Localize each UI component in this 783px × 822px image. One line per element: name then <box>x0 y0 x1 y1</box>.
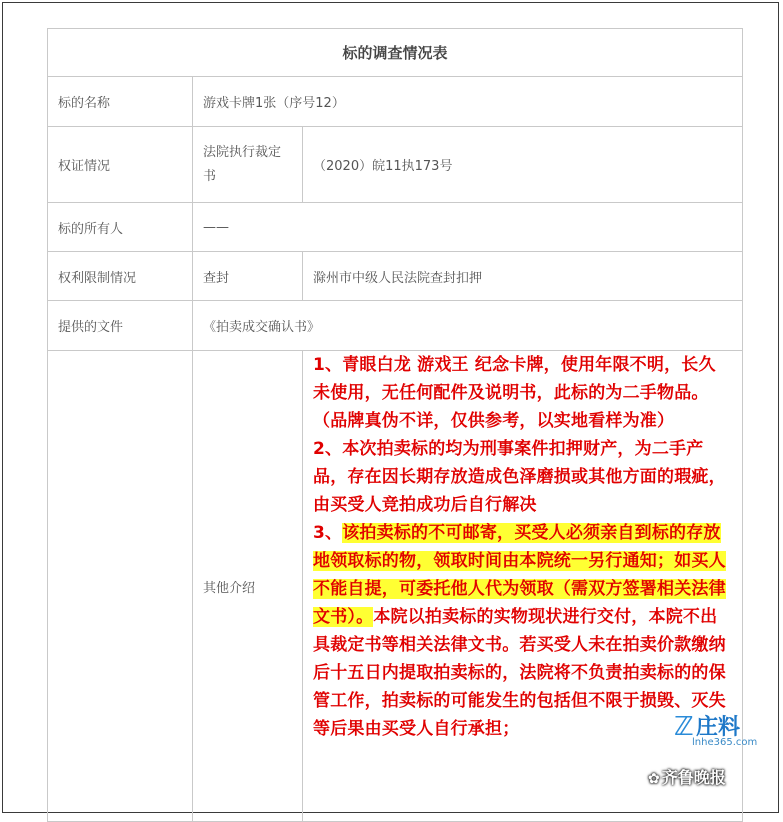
row-label: 提供的文件 <box>48 301 193 351</box>
row-value: —— <box>193 203 743 252</box>
watermark-text: 庄料 <box>696 715 741 740</box>
table-row <box>48 252 743 301</box>
table-row <box>48 351 743 822</box>
table-row <box>48 77 743 127</box>
site-watermark <box>674 708 769 758</box>
brand-label <box>648 765 726 788</box>
detail-paragraph-3 <box>313 519 732 743</box>
row-label <box>48 351 193 822</box>
row-label: 其他介绍 <box>193 351 303 822</box>
row-value: 游戏卡牌1张（序号12） <box>193 77 743 127</box>
wechat-icon: ✿ <box>648 771 660 787</box>
detail-p3-highlight: 该拍卖标的不可邮寄，买受人必须亲自到标的存放地领取标的物，领取时间由本院统一另行通知；如买人不能自提，可委托他人代为领取（需双方签署相关法律文书）。 <box>313 523 726 627</box>
table-row <box>48 203 743 252</box>
row-value: 《拍卖成交确认书》 <box>193 301 743 351</box>
row-doc-type: 法院执行裁定书 <box>193 127 303 203</box>
detail-p3-prefix: 3、 <box>313 523 343 543</box>
table-row <box>48 301 743 351</box>
row-label: 权证情况 <box>48 127 193 203</box>
detail-p3-rest: 本院以拍卖标的实物现状进行交付，本院不出具裁定书等相关法律文书。若买受人未在拍卖价款缴纳后十五日内提取拍卖标的，法院将不负责拍卖标的的保管工作，拍卖标的可能发生的包括但不限于损毁、灭失等后果由买受人自行承担； <box>313 607 726 739</box>
row-label: 权利限制情况 <box>48 252 193 301</box>
table-row <box>48 127 743 203</box>
row-limit-detail: 滁州市中级人民法院查封扣押 <box>303 252 743 301</box>
row-doc-number: （2020）皖11执173号 <box>303 127 743 203</box>
brand-text: 齐鲁晚报 <box>661 768 726 787</box>
row-label: 标的名称 <box>48 77 193 127</box>
table-title: 标的调查情况表 <box>48 29 743 77</box>
row-limit-type: 查封 <box>193 252 303 301</box>
row-label: 标的所有人 <box>48 203 193 252</box>
watermark-url: lnhe365.com <box>692 737 758 748</box>
watermark-logo-icon: ℤ <box>674 712 694 742</box>
survey-table <box>47 28 743 822</box>
detail-paragraph-1: 1、青眼白龙 游戏王 纪念卡牌，使用年限不明，长久未使用，无任何配件及说明书，此标的为二手物品。（品牌真伪不详，仅供参考，以实地看样为准） <box>313 355 716 431</box>
detail-paragraph-2: 2、本次拍卖标的均为刑事案件扣押财产，为二手产品，存在因长期存放造成色泽磨损或其他方面的瑕疵，由买受人竞拍成功后自行解决 <box>313 439 726 515</box>
